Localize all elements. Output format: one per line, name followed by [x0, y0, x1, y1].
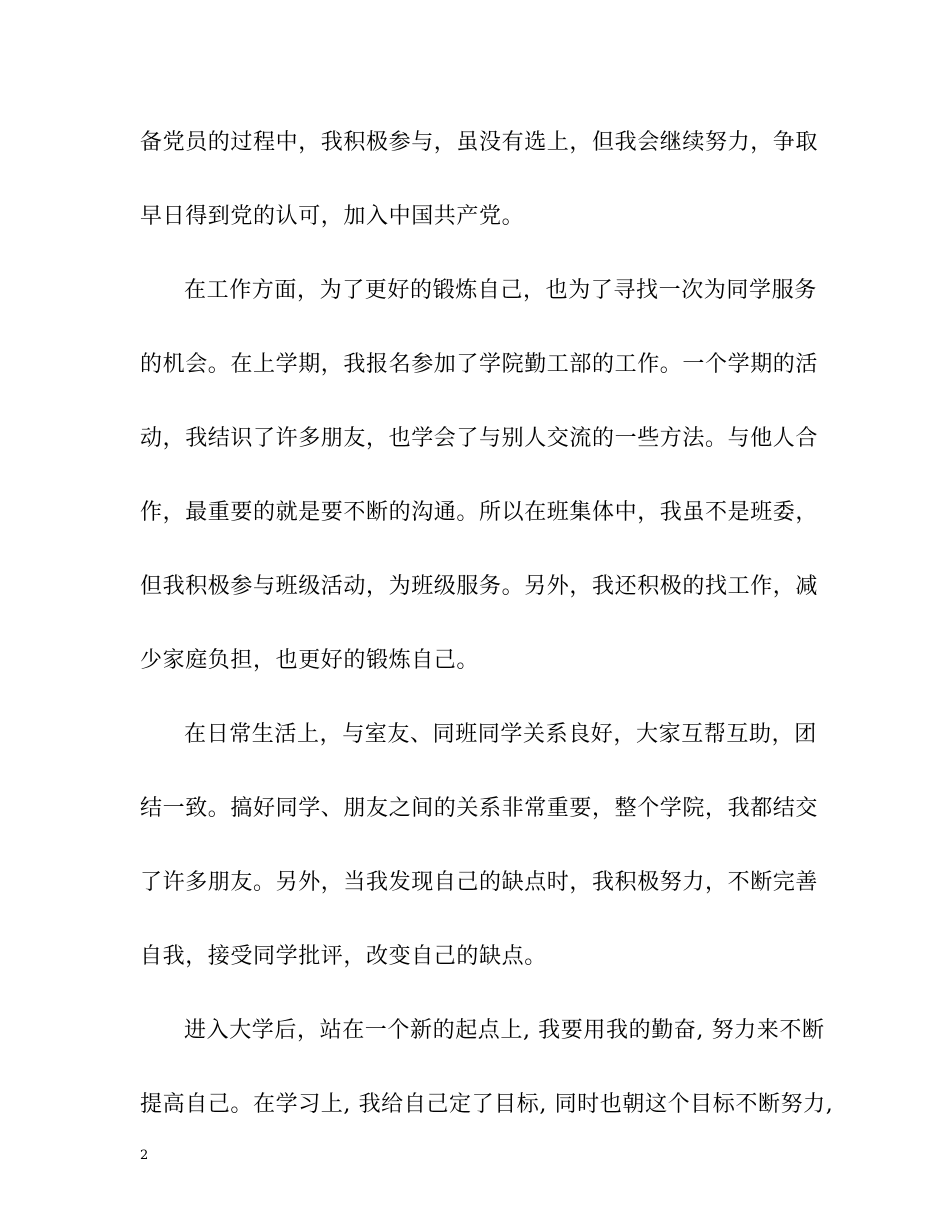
text-line: 但我积极参与班级活动，为班级服务。另外，我还积极的找工作，减 — [140, 574, 819, 599]
paragraph-first-line: 在工作方面，为了更好的锻炼自己，也为了寻找一次为同学服务 — [184, 278, 817, 303]
text-line: 动，我结识了许多朋友，也学会了与别人交流的一些方法。与他人合 — [140, 426, 819, 451]
text-line: 结一致。搞好同学、朋友之间的关系非常重要，整个学院，我都结交 — [140, 796, 819, 821]
text-line: 早日得到党的认可，加入中国共产党。 — [140, 204, 525, 229]
page-number: 2 — [140, 1148, 149, 1163]
text-line: 了许多朋友。另外，当我发现自己的缺点时，我积极努力，不断完善 — [140, 870, 819, 895]
paragraph-first-line: 在日常生活上，与室友、同班同学关系良好，大家互帮互助，团 — [184, 722, 817, 747]
text-line: 的机会。在上学期，我报名参加了学院勤工部的工作。一个学期的活 — [140, 352, 819, 377]
text-line: 作，最重要的就是要不断的沟通。所以在班集体中，我虽不是班委， — [140, 500, 819, 525]
text-line: 备党员的过程中，我积极参与，虽没有选上，但我会继续努力，争取 — [140, 130, 819, 155]
text-line: 自我，接受同学批评，改变自己的缺点。 — [140, 944, 547, 969]
paragraph-first-line: 进入大学后，站在一个新的起点上, 我要用我的勤奋, 努力来不断 — [184, 1018, 825, 1043]
text-line: 少家庭负担，也更好的锻炼自己。 — [140, 648, 480, 673]
text-line: 提高自己。在学习上, 我给自己定了目标, 同时也朝这个目标不断努力, — [140, 1092, 834, 1117]
